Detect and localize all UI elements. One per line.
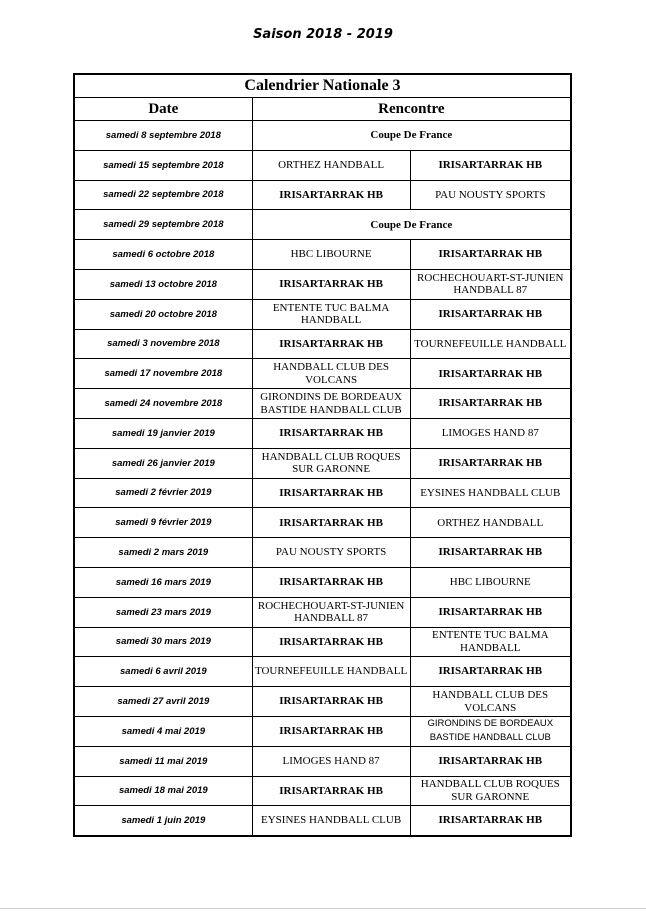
match-date: samedi 6 avril 2019 bbox=[74, 657, 252, 687]
home-team: LIMOGES HAND 87 bbox=[252, 746, 410, 776]
away-team: IRISARTARRAK HB bbox=[410, 746, 571, 776]
match-date: samedi 17 novembre 2018 bbox=[74, 359, 252, 389]
table-row bbox=[74, 389, 571, 419]
table-row bbox=[74, 478, 571, 508]
table-row bbox=[74, 210, 571, 240]
table-row bbox=[74, 121, 571, 151]
away-team: IRISARTARRAK HB bbox=[410, 240, 571, 270]
home-team: HANDBALL CLUB ROQUES SUR GARONNE bbox=[252, 448, 410, 478]
home-team: IRISARTARRAK HB bbox=[252, 687, 410, 717]
table-row bbox=[74, 627, 571, 657]
title-row bbox=[74, 74, 571, 98]
match-date: samedi 16 mars 2019 bbox=[74, 567, 252, 597]
match-date: samedi 13 octobre 2018 bbox=[74, 269, 252, 299]
table-row bbox=[74, 448, 571, 478]
home-team: IRISARTARRAK HB bbox=[252, 418, 410, 448]
away-team: ENTENTE TUC BALMA HANDBALL bbox=[410, 627, 571, 657]
match-date: samedi 19 janvier 2019 bbox=[74, 418, 252, 448]
match-date: samedi 11 mai 2019 bbox=[74, 746, 252, 776]
table-row bbox=[74, 240, 571, 270]
table-row bbox=[74, 687, 571, 717]
home-team: IRISARTARRAK HB bbox=[252, 329, 410, 359]
home-team: IRISARTARRAK HB bbox=[252, 478, 410, 508]
table-row bbox=[74, 746, 571, 776]
table-row bbox=[74, 538, 571, 568]
match-header: Rencontre bbox=[252, 98, 571, 121]
away-team: IRISARTARRAK HB bbox=[410, 299, 571, 329]
match-date: samedi 27 avril 2019 bbox=[74, 687, 252, 717]
match-date: samedi 30 mars 2019 bbox=[74, 627, 252, 657]
away-team: IRISARTARRAK HB bbox=[410, 806, 571, 836]
table-row bbox=[74, 657, 571, 687]
home-team: IRISARTARRAK HB bbox=[252, 627, 410, 657]
match-date: samedi 2 février 2019 bbox=[74, 478, 252, 508]
table-title: Calendrier Nationale 3 bbox=[74, 74, 571, 98]
match-date: samedi 9 février 2019 bbox=[74, 508, 252, 538]
cup-label: Coupe De France bbox=[252, 210, 571, 240]
table-row bbox=[74, 508, 571, 538]
table-row bbox=[74, 329, 571, 359]
away-team: IRISARTARRAK HB bbox=[410, 359, 571, 389]
match-date: samedi 20 octobre 2018 bbox=[74, 299, 252, 329]
table-row bbox=[74, 269, 571, 299]
table-row bbox=[74, 776, 571, 806]
away-team: IRISARTARRAK HB bbox=[410, 389, 571, 419]
away-team: HANDBALL CLUB ROQUES SUR GARONNE bbox=[410, 776, 571, 806]
away-team: IRISARTARRAK HB bbox=[410, 657, 571, 687]
away-team: IRISARTARRAK HB bbox=[410, 150, 571, 180]
away-team: PAU NOUSTY SPORTS bbox=[410, 180, 571, 210]
home-team: ORTHEZ HANDBALL bbox=[252, 150, 410, 180]
home-team: IRISARTARRAK HB bbox=[252, 180, 410, 210]
match-date: samedi 18 mai 2019 bbox=[74, 776, 252, 806]
home-team: HANDBALL CLUB DES VOLCANS bbox=[252, 359, 410, 389]
match-date: samedi 15 septembre 2018 bbox=[74, 150, 252, 180]
page-divider bbox=[0, 908, 646, 909]
table-row bbox=[74, 359, 571, 389]
home-team: HBC LIBOURNE bbox=[252, 240, 410, 270]
table-row bbox=[74, 597, 571, 627]
date-header: Date bbox=[74, 98, 252, 121]
away-team: HANDBALL CLUB DES VOLCANS bbox=[410, 687, 571, 717]
home-team: TOURNEFEUILLE HANDBALL bbox=[252, 657, 410, 687]
table-row bbox=[74, 150, 571, 180]
home-team: IRISARTARRAK HB bbox=[252, 716, 410, 746]
away-team: IRISARTARRAK HB bbox=[410, 597, 571, 627]
table-row bbox=[74, 567, 571, 597]
match-date: samedi 2 mars 2019 bbox=[74, 538, 252, 568]
table-row bbox=[74, 299, 571, 329]
away-team: HBC LIBOURNE bbox=[410, 567, 571, 597]
away-team: EYSINES HANDBALL CLUB bbox=[410, 478, 571, 508]
season-title: Saison 2018 - 2019 bbox=[253, 27, 393, 42]
table-row bbox=[74, 716, 571, 746]
match-date: samedi 8 septembre 2018 bbox=[74, 121, 252, 151]
home-team: ENTENTE TUC BALMA HANDBALL bbox=[252, 299, 410, 329]
away-team: ORTHEZ HANDBALL bbox=[410, 508, 571, 538]
match-date: samedi 3 novembre 2018 bbox=[74, 329, 252, 359]
match-date: samedi 29 septembre 2018 bbox=[74, 210, 252, 240]
away-team: GIRONDINS DE BORDEAUX BASTIDE HANDBALL CLUB bbox=[410, 716, 571, 746]
match-date: samedi 22 septembre 2018 bbox=[74, 180, 252, 210]
away-team: LIMOGES HAND 87 bbox=[410, 418, 571, 448]
calendar-table bbox=[73, 73, 572, 837]
home-team: GIRONDINS DE BORDEAUX BASTIDE HANDBALL CLUB bbox=[252, 389, 410, 419]
match-date: samedi 23 mars 2019 bbox=[74, 597, 252, 627]
away-team: ROCHECHOUART-ST-JUNIEN HANDBALL 87 bbox=[410, 269, 571, 299]
home-team: IRISARTARRAK HB bbox=[252, 269, 410, 299]
table-row bbox=[74, 180, 571, 210]
home-team: IRISARTARRAK HB bbox=[252, 567, 410, 597]
match-date: samedi 4 mai 2019 bbox=[74, 716, 252, 746]
away-team: IRISARTARRAK HB bbox=[410, 538, 571, 568]
away-team: TOURNEFEUILLE HANDBALL bbox=[410, 329, 571, 359]
home-team: EYSINES HANDBALL CLUB bbox=[252, 806, 410, 836]
calendar-body bbox=[74, 121, 571, 837]
cup-label: Coupe De France bbox=[252, 121, 571, 151]
away-team: IRISARTARRAK HB bbox=[410, 448, 571, 478]
home-team: IRISARTARRAK HB bbox=[252, 508, 410, 538]
match-date: samedi 24 novembre 2018 bbox=[74, 389, 252, 419]
table-row bbox=[74, 806, 571, 836]
home-team: PAU NOUSTY SPORTS bbox=[252, 538, 410, 568]
home-team: IRISARTARRAK HB bbox=[252, 776, 410, 806]
home-team: ROCHECHOUART-ST-JUNIEN HANDBALL 87 bbox=[252, 597, 410, 627]
table-row bbox=[74, 418, 571, 448]
match-date: samedi 26 janvier 2019 bbox=[74, 448, 252, 478]
header-row bbox=[74, 98, 571, 121]
match-date: samedi 6 octobre 2018 bbox=[74, 240, 252, 270]
match-date: samedi 1 juin 2019 bbox=[74, 806, 252, 836]
